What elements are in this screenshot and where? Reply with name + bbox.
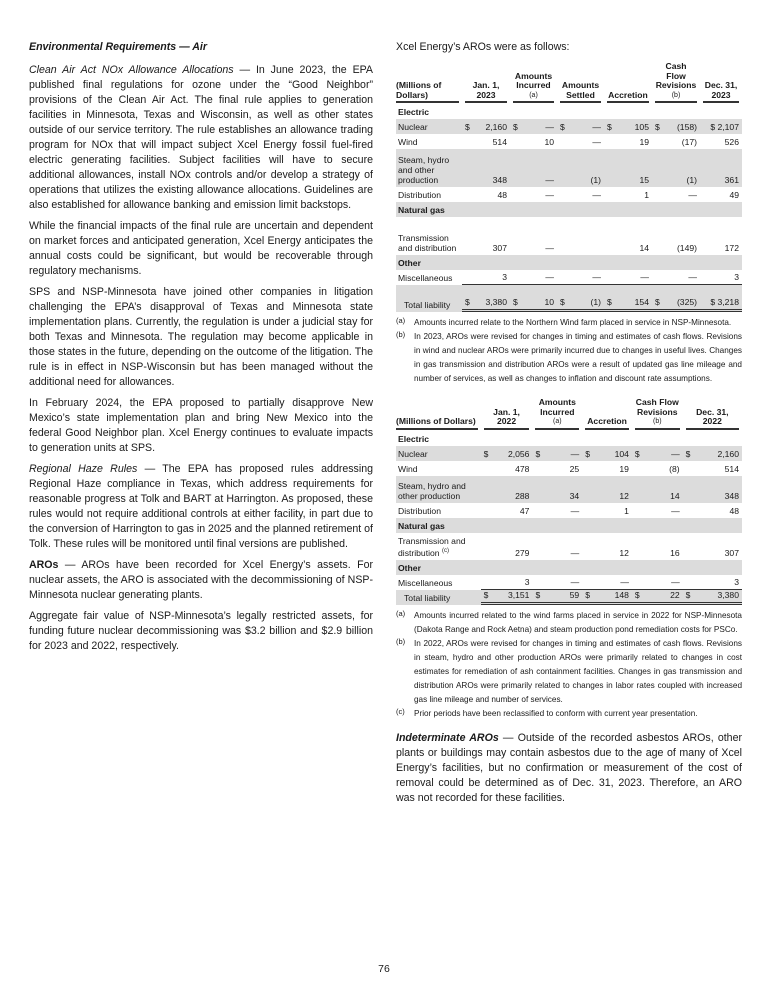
table-row-total: Total liability $ 3,151 $ 59 $ 148 $ 22 $ 3,380 (396, 590, 742, 605)
col-header-dec: Dec. 31, 2023 (700, 62, 742, 104)
col-header-accretion: Accretion (604, 62, 652, 104)
group-row-natural-gas: Natural gas (396, 518, 742, 533)
paragraph-fair-value: Aggregate fair value of NSP-Minnesota’s legally restricted assets, for funding future nuclear decommissioning was $3.2 billion and $2.9 billion for 2023 and 2022, respectively. (29, 610, 373, 652)
table-row-gas-transmission: Transmission and distribution 307 — 14 (149) 172 (398, 233, 739, 253)
table-row-distribution: Distribution 47 — 1 — 48 (398, 505, 739, 516)
paragraph-lead: Clean Air Act NOx Allowance Allocations (29, 64, 234, 76)
paragraph-aros: AROs — AROs have been recorded for Xcel Energy’s assets. For nuclear assets, the ARO is associated with the decommissioning of NSP-Minnesota nuclear generating plants. (29, 559, 373, 601)
aro-table-2023 (396, 62, 742, 312)
left-column (29, 40, 373, 660)
col-header-jan: Jan. 1, 2023 (462, 62, 510, 104)
table-row-steam-hydro: Steam, hydro and other production 288 34 12 14 348 (396, 476, 742, 503)
table-row-wind: Wind 514 10 — 19 (17) 526 (398, 137, 739, 147)
col-header-settled: Amounts Settled (557, 62, 604, 104)
group-row-natural-gas: Natural gas (396, 202, 742, 217)
col-header-incurred: Amounts Incurred (a) (510, 62, 557, 104)
table-row-nuclear: Nuclear $ 2,160 $ — $ — $ 105 $ (158) $ 2,107 (396, 119, 742, 134)
footnote-b: (b) In 2022, AROs were revised for changes in timing and estimates of cash flows. Revisions in steam, hydro and other production AROs were primarily related to changes in cost estimates for remediation of ash containment facilities. Changes in gas transmission and distribution AROs were primarily related to changes in labor rates coupled with increased gas line mileage and number of services. (396, 636, 742, 704)
paragraph-indeterminate-aros: Indeterminate AROs — Outside of the recorded asbestos AROs, other plants or buildings may contain asbestos due to the age of many of Xcel Energy’s facilities, but no confirmation or measurement of the cost of removal could be determined as of Dec. 31, 2023. Therefore, an ARO was not recorded for these facilities. (396, 731, 742, 804)
col-header-label: (Millions of Dollars) (396, 398, 481, 431)
group-row-electric: Electric (398, 433, 430, 444)
footnotes-2023 (396, 316, 742, 386)
group-row-electric: Electric (398, 107, 430, 117)
right-column (396, 40, 742, 812)
paragraph-financial-impacts: While the financial impacts of the final rule are uncertain and dependent on market forces and anticipated generation, Xcel Energy anticipates the annual costs could be significant, but would be recoverable through regulatory mechanisms. (29, 220, 373, 277)
footnotes-2022 (396, 609, 742, 721)
section-heading-environmental-air: Environmental Requirements — Air (29, 41, 207, 53)
group-row-other: Other (396, 560, 742, 575)
col-header-label: (Millions of Dollars) (396, 62, 462, 104)
paragraph-litigation: SPS and NSP-Minnesota have joined other companies in litigation challenging the EPA’s disapproval of Texas and Minnesota state implementation plans. Currently, the regulation is under a judicial stay for both Texas and Minnesota. The regulation may become applicable in those states in the future, depending on the outcome of the litigation. The rule is in effect in NSP-Wisconsin but has been managed without the additional need for allowances. (29, 286, 373, 388)
paragraph-lead: Indeterminate AROs (396, 731, 499, 744)
footnote-c: (c) Prior periods have been reclassified to conform with current year presentation. (396, 706, 698, 718)
footnote-b: (b) In 2023, AROs were revised for changes in timing and estimates of cash flows. Revisions in wind and nuclear AROs were primarily incurred due to changes in useful lives. Changes in gas transmission and distribution AROs were a result of updated gas line mileage and number of services, as well as changes to inflation and discount rate assumptions. (396, 330, 742, 383)
table-row-gas-transmission: Transmission and distribution $^{(c)}$ 279 — 12 16 307 (398, 535, 739, 558)
footnote-a: (a) Amounts incurred relate to the Northern Wind farm placed in service in NSP-Minnesota. (396, 316, 732, 327)
table-header-row (396, 398, 742, 431)
table-row-distribution: Distribution 48 — — 1 — 49 (398, 190, 739, 200)
paragraph-nox-allowance: Clean Air Act NOx Allowance Allocations — In June 2023, the EPA published final regulations for ozone under the “Good Neighbor” provisions of the Clean Air Act. The final rule applies to generation facilities in Minnesota, Texas and Wisconsin, as well as other states outside of our service territory. The rule establishes an allowance trading program for NOx that will impact subject Xcel Energy fossil fuel-fired electric generating facilities. Subject facilities will have to secure additional allowances, install NOx controls and/or develop a strategy of operations that utilizes the existing allowance allocations. Guidelines are also established for allowance banking and emission limit backstops. (29, 64, 373, 211)
footnote-ref-c: (c) (441, 547, 449, 554)
paragraph-lead: AROs (29, 559, 59, 571)
col-header-dec: Dec. 31, 2022 (683, 398, 742, 431)
table-row-nuclear: Nuclear $ 2,056 $ — $ 104 $ — $ 2,160 (396, 446, 742, 461)
aro-table-2022 (396, 398, 742, 605)
table-row-miscellaneous: Miscellaneous 3 — — — — 3 (396, 270, 742, 285)
table-row-miscellaneous: Miscellaneous 3 — — — 3 (396, 575, 742, 590)
paragraph-lead: Regional Haze Rules (29, 463, 138, 475)
table-intro: Xcel Energy’s AROs were as follows: (396, 41, 570, 53)
paragraph-regional-haze: Regional Haze Rules — The EPA has proposed rules addressing Regional Haze compliance in Texas, which address requirements for reasonable progress at Tolk and BART at Harrington. As proposed, these rules would not require additional controls at either facility, in part due to the conversion of Harrington to gas in 2025 and the planned retirement of Tolk. These rules will be monitored until final versions are published. (29, 463, 373, 550)
table-row-total: Total liability $ 3,380 $ 10 $ (1) $ 154 $ (325) $ 3,218 (396, 285, 742, 312)
col-header-incurred: Amounts Incurred (a) (532, 398, 582, 431)
footnote-a: (a) Amounts incurred related to the wind farms placed in service in 2022 for NSP-Minnesota (Dakota Range and Rock Aetna) and steam production pond remediation costs for PSCo. (396, 608, 742, 634)
table-row-steam-hydro: Steam, hydro and other production 348 — (1) 15 (1) 361 (396, 149, 742, 187)
col-header-revisions: Cash Flow Revisions (b) (652, 62, 700, 104)
table-header-row (396, 62, 742, 104)
group-row-other: Other (396, 255, 742, 270)
col-header-accretion: Accretion (582, 398, 632, 431)
table-row-wind: Wind 478 25 19 (8) 514 (398, 463, 739, 474)
page-number: 76 (378, 963, 390, 975)
paragraph-new-mexico: In February 2024, the EPA proposed to partially disapprove New Mexico’s state implementation plan and bring New Mexico into the federal Good Neighbor plan. Xcel Energy continues to evaluate impacts to generation units at SPS. (29, 397, 373, 454)
col-header-revisions: Cash Flow Revisions (b) (632, 398, 683, 431)
col-header-jan: Jan. 1, 2022 (481, 398, 533, 431)
